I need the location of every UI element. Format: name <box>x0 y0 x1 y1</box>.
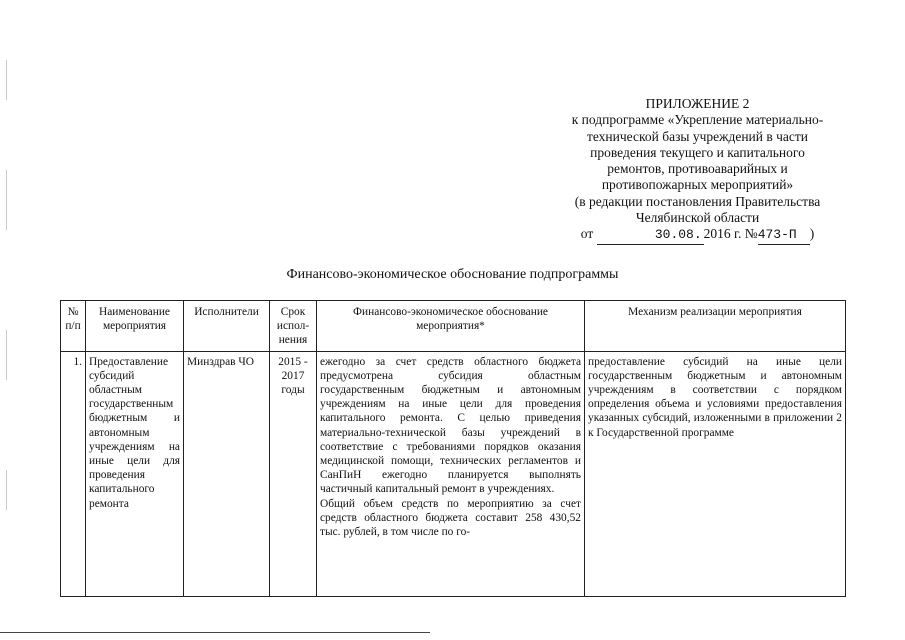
date-field <box>597 227 704 244</box>
scan-edge-mark <box>6 470 7 510</box>
scan-edge-mark <box>6 60 7 100</box>
appendix-line: к подпрограмме «Укрепление материально- <box>571 112 824 128</box>
header-executors: Исполнители <box>184 301 270 352</box>
row-mechanism: предоставление субсидий на иные цели государственным бюджетным и автономным учреждениям в соответствии с порядком определения объема и условиями предоставления указанных субсидий, изложенными в приложении 2 к Государственной программе <box>585 351 846 596</box>
scan-edge-mark <box>6 170 7 230</box>
header-name: Наименование мероприятия <box>86 301 184 352</box>
header-term: Срок испол- нения <box>270 301 317 352</box>
appendix-line: технической базы учреждений в части <box>586 128 809 144</box>
appendix-line: проведения текущего и капитального <box>590 144 805 160</box>
footer-rule <box>0 632 430 633</box>
row-executors: Минздрав ЧО <box>184 351 270 596</box>
document-title: Финансово-экономическое обоснование подпрограммы <box>286 267 619 282</box>
justification-text: ежегодно за счет средств областного бюджета предусмотрена субсидия областным государственным бюджетным и автономным учреждениям на иные цели для проведения капитального ремонта. С целью приведения материально-технической базы учреждений в соответствие с требованиями порядков оказания медицинской помощи, технических регламентов и СанПиН ежегодно планируется выполнять частичный капитальный ремонт в учреждениях. <box>320 355 581 496</box>
date-value: 30.08. <box>654 227 702 243</box>
appendix-line: противопожарных мероприятий» <box>601 177 794 193</box>
appendix-line: (в редакции постановления Правительства <box>574 193 821 209</box>
close-paren: ) <box>809 226 815 242</box>
appendix-line: ремонтов, противоаварийных и <box>607 161 788 177</box>
scan-edge-mark <box>6 330 7 380</box>
number-field <box>758 227 810 244</box>
appendix-date-line <box>530 226 865 244</box>
row-name: Предоставление субсидий областным государственным бюджетным и автономным учреждениям на иные цели для проведения капитального ремонта <box>86 351 184 596</box>
number-value: 473-П <box>757 227 797 243</box>
justification-table <box>60 300 846 597</box>
table-header-row <box>61 301 846 352</box>
appendix-line: Челябинской области <box>635 210 760 226</box>
header-justification: Финансово-экономическое обоснование мероприятия* <box>317 301 585 352</box>
appendix-title: ПРИЛОЖЕНИЕ 2 <box>645 96 750 111</box>
row-justification <box>317 351 585 596</box>
year-text: 2016 г. № <box>703 226 758 242</box>
date-prefix: от <box>580 226 594 242</box>
appendix-block <box>530 96 865 245</box>
justification-total: Общий объем средств по мероприятию за счет средств областного бюджета составит 258 430,52 тыс. рублей, в том числе по го- <box>320 497 581 539</box>
row-term: 2015 - 2017 годы <box>270 351 317 596</box>
row-num: 1. <box>61 351 86 596</box>
header-num: № п/п <box>61 301 86 352</box>
header-mechanism: Механизм реализации мероприятия <box>585 301 846 352</box>
table-row <box>61 351 846 596</box>
